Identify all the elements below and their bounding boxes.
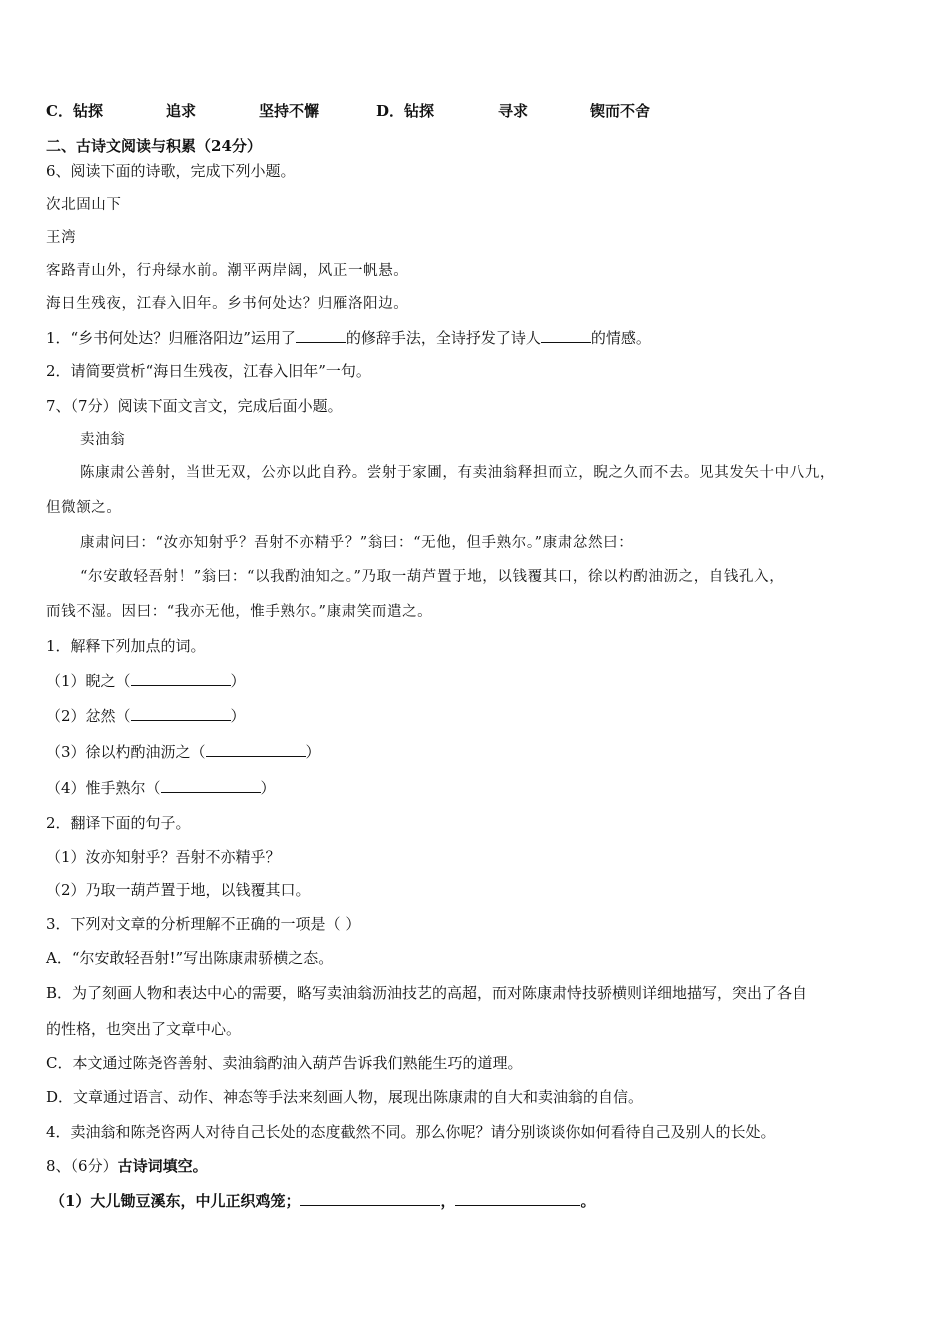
close-paren: ） bbox=[260, 779, 276, 797]
q7-sub1-item1 bbox=[46, 670, 246, 691]
passage-p1-line2: 但微颔之。 bbox=[46, 500, 122, 516]
q8-line1 bbox=[50, 1190, 595, 1211]
q7-option-a: A．“尔安敢轻吾射!”写出陈康肃骄横之态。 bbox=[46, 949, 334, 967]
q7-sub1-item2 bbox=[46, 705, 246, 726]
q7-option-b-line2: 的性格，也突出了文章中心。 bbox=[46, 1020, 242, 1038]
answer-blank[interactable] bbox=[161, 777, 261, 793]
poem-line-1: 客路青山外，行舟绿水前。潮平两岸阔，风正一帆悬。 bbox=[46, 263, 409, 279]
q7-sub1-item4 bbox=[46, 777, 276, 798]
q8-line1-text: （1）大儿锄豆溪东，中儿正织鸡笼； bbox=[50, 1192, 301, 1210]
answer-blank[interactable] bbox=[296, 327, 346, 343]
option-d-word2: 寻求 bbox=[498, 102, 529, 120]
q7-option-b-line1: B．为了刻画人物和表达中心的需要，略写卖油翁沥油技艺的高超，而对陈康肃恃技骄横则详细地描写，突出了各自 bbox=[46, 984, 808, 1002]
answer-blank[interactable] bbox=[131, 670, 231, 686]
period: 。 bbox=[580, 1192, 596, 1210]
passage-p3-line1: “尔安敢轻吾射！”翁曰：“以我酌油知之。”乃取一葫芦置于地，以钱覆其口，徐以杓酌油沥之，自钱孔入， bbox=[80, 569, 785, 585]
q7-prompt: 7、（7分）阅读下面文言文，完成后面小题。 bbox=[46, 397, 343, 415]
options-row bbox=[46, 101, 650, 121]
answer-blank[interactable] bbox=[300, 1190, 440, 1206]
q8-prompt bbox=[46, 1156, 208, 1176]
option-c-word3: 坚持不懈 bbox=[259, 102, 320, 120]
answer-blank[interactable] bbox=[206, 741, 306, 757]
q8-instruction: 古诗词填空。 bbox=[117, 1157, 208, 1175]
option-c-label: C．钻探 bbox=[46, 102, 103, 120]
answer-blank[interactable] bbox=[455, 1190, 580, 1206]
q7-option-d: D．文章通过语言、动作、神态等手法来刻画人物，展现出陈康肃的自大和卖油翁的自信。 bbox=[46, 1088, 644, 1106]
q7-sub1: 1．解释下列加点的词。 bbox=[46, 637, 206, 655]
q6-sub1-text-c: 的情感。 bbox=[590, 329, 651, 347]
q6-sub1-text-a: 1．“乡书何处达？归雁洛阳边”运用了 bbox=[46, 329, 296, 347]
poem-author: 王湾 bbox=[46, 230, 77, 246]
answer-blank[interactable] bbox=[541, 327, 591, 343]
close-paren: ） bbox=[305, 743, 321, 761]
item-label: （1）睨之（ bbox=[46, 672, 131, 690]
passage-p3-line2: 而钱不湿。因曰：“我亦无他，惟手熟尔。”康肃笑而遣之。 bbox=[46, 604, 433, 620]
option-d-label: D．钻探 bbox=[376, 102, 435, 120]
poem-line-2: 海日生残夜，江春入旧年。乡书何处达？归雁洛阳边。 bbox=[46, 296, 409, 312]
passage-p2: 康肃问曰：“汝亦知射乎？吾射不亦精乎？”翁曰：“无他，但手熟尔。”康肃忿然曰： bbox=[80, 535, 634, 551]
close-paren: ） bbox=[230, 672, 246, 690]
answer-blank[interactable] bbox=[131, 705, 231, 721]
q7-sub4: 4．卖油翁和陈尧咨两人对待自己长处的态度截然不同。那么你呢？请分别谈谈你如何看待自己及别人的长处。 bbox=[46, 1123, 776, 1141]
q7-sub2-item2: （2）乃取一葫芦置于地，以钱覆其口。 bbox=[46, 881, 311, 899]
item-label: （3）徐以杓酌油沥之（ bbox=[46, 743, 206, 761]
close-paren: ） bbox=[230, 707, 246, 725]
option-d-word3: 锲而不舍 bbox=[590, 102, 651, 120]
item-label: （4）惟手熟尔（ bbox=[46, 779, 161, 797]
q6-prompt: 6、阅读下面的诗歌，完成下列小题。 bbox=[46, 162, 296, 180]
option-c-word2: 追求 bbox=[166, 102, 197, 120]
comma: ， bbox=[440, 1192, 456, 1210]
q6-sub1 bbox=[46, 327, 651, 348]
q7-option-c: C．本文通过陈尧咨善射、卖油翁酌油入葫芦告诉我们熟能生巧的道理。 bbox=[46, 1054, 523, 1072]
q7-sub3: 3．下列对文章的分析理解不正确的一项是（ ） bbox=[46, 915, 361, 933]
q7-sub2: 2．翻译下面的句子。 bbox=[46, 814, 191, 832]
poem-title: 次北固山下 bbox=[46, 197, 122, 213]
q6-sub2: 2．请简要赏析“海日生残夜，江春入旧年”一句。 bbox=[46, 362, 371, 380]
passage-title: 卖油翁 bbox=[80, 432, 126, 448]
q6-sub1-text-b: 的修辞手法，全诗抒发了诗人 bbox=[345, 329, 541, 347]
q7-sub2-item1: （1）汝亦知射乎？吾射不亦精乎？ bbox=[46, 848, 281, 866]
section2-heading: 二、古诗文阅读与积累（24分） bbox=[46, 137, 262, 155]
item-label: （2）忿然（ bbox=[46, 707, 131, 725]
q7-sub1-item3 bbox=[46, 741, 321, 762]
passage-p1-line1: 陈康肃公善射，当世无双，公亦以此自矜。尝射于家圃，有卖油翁释担而立，睨之久而不去。见其发矢十中八九， bbox=[80, 465, 835, 481]
q8-number: 8、（6分） bbox=[46, 1157, 118, 1175]
